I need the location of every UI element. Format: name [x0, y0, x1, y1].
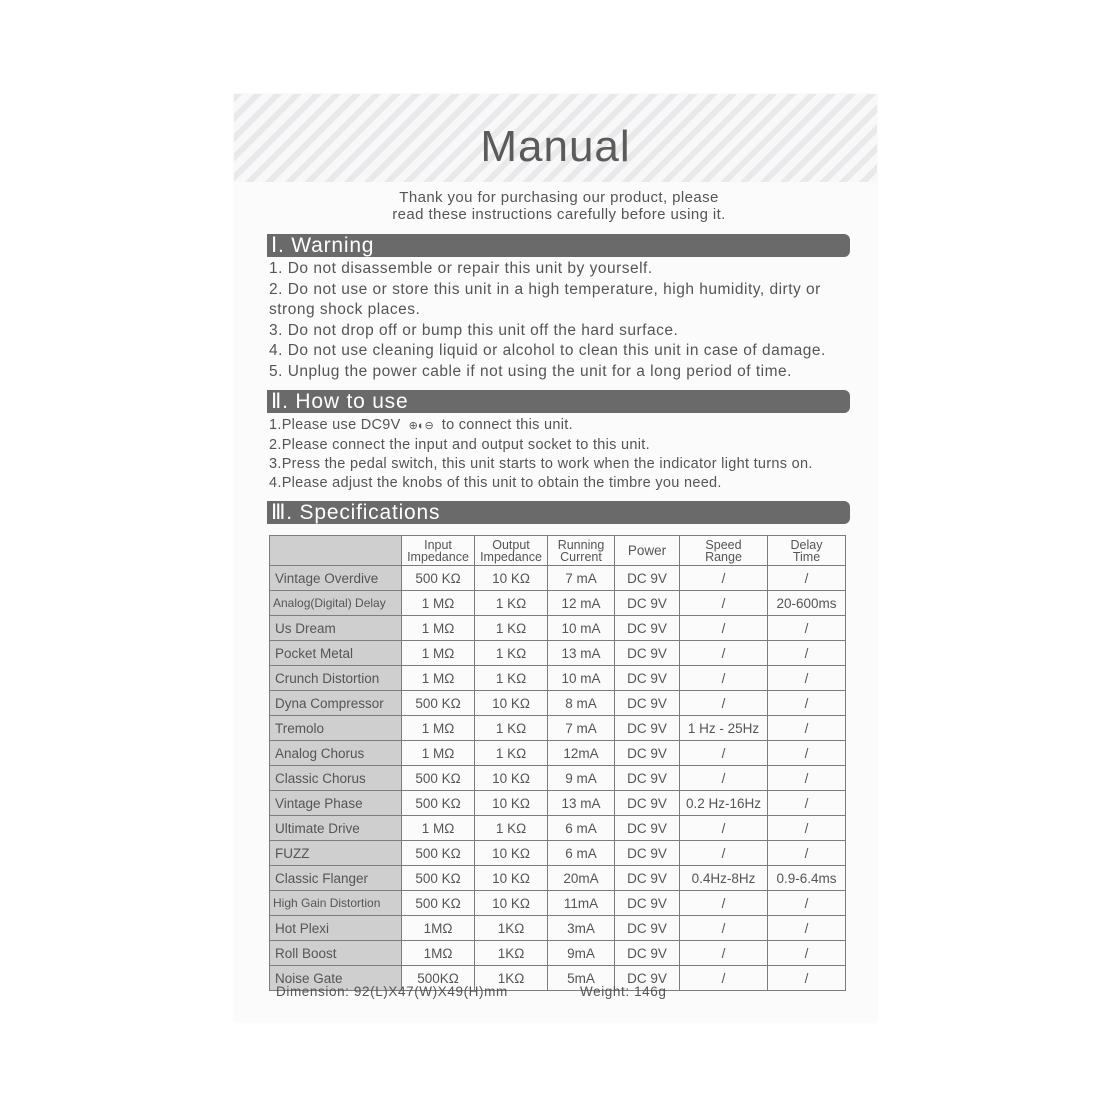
input-cell: 500 KΩ — [402, 891, 475, 916]
table-row — [270, 616, 846, 641]
pedal-name-cell: Roll Boost — [270, 941, 402, 966]
output-cell: 1 KΩ — [475, 741, 548, 766]
current-cell: 12 mA — [548, 591, 615, 616]
pedal-name-cell: Vintage Phase — [270, 791, 402, 816]
warning-item: 5. Unplug the power cable if not using the unit for a long period of time. — [269, 362, 792, 380]
output-cell: 1 KΩ — [475, 641, 548, 666]
current-cell: 13 mA — [548, 641, 615, 666]
pedal-name-cell: High Gain Distortion — [270, 891, 402, 916]
input-cell: 500KΩ — [402, 966, 475, 991]
power-cell: DC 9V — [615, 641, 680, 666]
input-cell: 1 MΩ — [402, 616, 475, 641]
power-cell: DC 9V — [615, 791, 680, 816]
speed-cell: / — [680, 641, 768, 666]
current-cell: 7 mA — [548, 566, 615, 591]
input-cell: 500 KΩ — [402, 766, 475, 791]
power-cell: DC 9V — [615, 916, 680, 941]
table-row — [270, 666, 846, 691]
warning-list — [269, 259, 826, 383]
output-cell: 10 KΩ — [475, 566, 548, 591]
power-cell: DC 9V — [615, 966, 680, 991]
pedal-name-cell: Dyna Compressor — [270, 691, 402, 716]
delay-cell: / — [768, 941, 846, 966]
dimension-text: Dimension: 92(L)X47(W)X49(H)mm — [276, 984, 508, 999]
howto-item: 3.Press the pedal switch, this unit starts to work when the indicator light turns on. — [269, 456, 813, 472]
current-cell: 6 mA — [548, 841, 615, 866]
warning-heading: Ⅰ. Warning — [267, 234, 850, 257]
manual-sheet — [234, 94, 877, 1022]
output-cell: 1KΩ — [475, 941, 548, 966]
specifications-table — [269, 535, 846, 991]
table-row — [270, 841, 846, 866]
current-cell: 10 mA — [548, 616, 615, 641]
current-cell: 3mA — [548, 916, 615, 941]
input-cell: 1 MΩ — [402, 741, 475, 766]
pedal-name-cell: Classic Flanger — [270, 866, 402, 891]
current-cell: 10 mA — [548, 666, 615, 691]
output-cell: 1KΩ — [475, 966, 548, 991]
pedal-name-cell: Tremolo — [270, 716, 402, 741]
input-cell: 500 KΩ — [402, 791, 475, 816]
header-input-impedance: Input Impedance — [402, 536, 475, 566]
current-cell: 9 mA — [548, 766, 615, 791]
input-cell: 1MΩ — [402, 941, 475, 966]
current-cell: 8 mA — [548, 691, 615, 716]
header-speed-range: Speed Range — [680, 536, 768, 566]
header-running-current: Running Current — [548, 536, 615, 566]
howto-item-1-prefix: 1.Please use DC9V — [269, 417, 401, 433]
speed-cell: / — [680, 941, 768, 966]
table-row — [270, 691, 846, 716]
howto-item — [269, 416, 813, 436]
delay-cell: / — [768, 791, 846, 816]
table-row — [270, 641, 846, 666]
weight-text: Weight: 146g — [580, 984, 667, 999]
howto-item: 4.Please adjust the knobs of this unit to obtain the timbre you need. — [269, 475, 722, 491]
table-row — [270, 766, 846, 791]
output-cell: 1 KΩ — [475, 816, 548, 841]
pedal-name-cell: Noise Gate — [270, 966, 402, 991]
input-cell: 500 KΩ — [402, 691, 475, 716]
current-cell: 12mA — [548, 741, 615, 766]
input-cell: 500 KΩ — [402, 841, 475, 866]
delay-cell: / — [768, 566, 846, 591]
table-row — [270, 791, 846, 816]
speed-cell: 1 Hz - 25Hz — [680, 716, 768, 741]
power-cell: DC 9V — [615, 666, 680, 691]
power-cell: DC 9V — [615, 941, 680, 966]
output-cell: 10 KΩ — [475, 891, 548, 916]
speed-cell: / — [680, 891, 768, 916]
pedal-name-cell: Vintage Overdive — [270, 566, 402, 591]
power-cell: DC 9V — [615, 566, 680, 591]
delay-cell: 0.9-6.4ms — [768, 866, 846, 891]
power-cell: DC 9V — [615, 691, 680, 716]
howto-item-1-suffix: to connect this unit. — [441, 417, 573, 433]
speed-cell: / — [680, 666, 768, 691]
warning-item: 4. Do not use cleaning liquid or alcohol to clean this unit in case of damage. — [269, 342, 826, 360]
delay-cell: / — [768, 616, 846, 641]
howto-list — [269, 416, 813, 493]
delay-cell: / — [768, 741, 846, 766]
delay-cell: / — [768, 916, 846, 941]
table-row — [270, 891, 846, 916]
page-title: Manual — [480, 122, 631, 171]
output-cell: 10 KΩ — [475, 766, 548, 791]
table-row — [270, 566, 846, 591]
pedal-name-cell: Pocket Metal — [270, 641, 402, 666]
power-cell: DC 9V — [615, 891, 680, 916]
current-cell: 6 mA — [548, 816, 615, 841]
speed-cell: / — [680, 966, 768, 991]
pedal-name-cell: Ultimate Drive — [270, 816, 402, 841]
input-cell: 1 MΩ — [402, 816, 475, 841]
power-cell: DC 9V — [615, 716, 680, 741]
pedal-name-cell: Analog Chorus — [270, 741, 402, 766]
speed-cell: / — [680, 566, 768, 591]
power-cell: DC 9V — [615, 866, 680, 891]
warning-item: 1. Do not disassemble or repair this unit by yourself. — [269, 260, 653, 277]
howto-heading: Ⅱ. How to use — [267, 390, 850, 413]
warning-item: strong shock places. — [269, 301, 421, 319]
delay-cell: 20-600ms — [768, 591, 846, 616]
howto-item: 2.Please connect the input and output socket to this unit. — [269, 437, 650, 453]
current-cell: 20mA — [548, 866, 615, 891]
pedal-name-cell: Analog(Digital) Delay — [270, 591, 402, 616]
table-header-row — [270, 536, 846, 566]
table-row — [270, 816, 846, 841]
power-cell: DC 9V — [615, 841, 680, 866]
pedal-name-cell: Hot Plexi — [270, 916, 402, 941]
output-cell: 1KΩ — [475, 916, 548, 941]
power-cell: DC 9V — [615, 766, 680, 791]
output-cell: 10 KΩ — [475, 866, 548, 891]
delay-cell: / — [768, 966, 846, 991]
speed-cell: / — [680, 741, 768, 766]
table-row — [270, 741, 846, 766]
input-cell: 1 MΩ — [402, 591, 475, 616]
intro-line-2: read these instructions carefully before using it. — [392, 206, 726, 223]
header-power: Power — [615, 536, 680, 566]
pedal-name-cell: Classic Chorus — [270, 766, 402, 791]
speed-cell: 0.2 Hz-16Hz — [680, 791, 768, 816]
speed-cell: / — [680, 616, 768, 641]
warning-item: 3. Do not drop off or bump this unit off the hard surface. — [269, 321, 679, 339]
pedal-name-cell: FUZZ — [270, 841, 402, 866]
delay-cell: / — [768, 641, 846, 666]
output-cell: 1 KΩ — [475, 591, 548, 616]
input-cell: 1MΩ — [402, 916, 475, 941]
output-cell: 10 KΩ — [475, 691, 548, 716]
current-cell: 7 mA — [548, 716, 615, 741]
speed-cell: / — [680, 591, 768, 616]
speed-cell: / — [680, 916, 768, 941]
output-cell: 1 KΩ — [475, 716, 548, 741]
power-cell: DC 9V — [615, 816, 680, 841]
speed-cell: / — [680, 816, 768, 841]
input-cell: 1 MΩ — [402, 716, 475, 741]
delay-cell: / — [768, 816, 846, 841]
delay-cell: / — [768, 766, 846, 791]
delay-cell: / — [768, 691, 846, 716]
current-cell: 9mA — [548, 941, 615, 966]
current-cell: 5mA — [548, 966, 615, 991]
current-cell: 11mA — [548, 891, 615, 916]
input-cell: 1 MΩ — [402, 666, 475, 691]
output-cell: 1 KΩ — [475, 616, 548, 641]
speed-cell: / — [680, 766, 768, 791]
specs-heading: Ⅲ. Specifications — [267, 501, 850, 524]
header-output-impedance: Output Impedance — [475, 536, 548, 566]
delay-cell: / — [768, 716, 846, 741]
table-row — [270, 941, 846, 966]
table-row — [270, 716, 846, 741]
output-cell: 10 KΩ — [475, 791, 548, 816]
delay-cell: / — [768, 841, 846, 866]
warning-item: 2. Do not use or store this unit in a high temperature, high humidity, dirty or — [269, 280, 821, 298]
intro-line-1: Thank you for purchasing our product, please — [399, 189, 719, 206]
input-cell: 500 KΩ — [402, 566, 475, 591]
power-cell: DC 9V — [615, 616, 680, 641]
header-delay-time: Delay Time — [768, 536, 846, 566]
pedal-name-cell: Us Dream — [270, 616, 402, 641]
current-cell: 13 mA — [548, 791, 615, 816]
power-cell: DC 9V — [615, 741, 680, 766]
table-row — [270, 591, 846, 616]
input-cell: 1 MΩ — [402, 641, 475, 666]
power-cell: DC 9V — [615, 591, 680, 616]
table-row — [270, 866, 846, 891]
delay-cell: / — [768, 891, 846, 916]
table-row — [270, 916, 846, 941]
speed-cell: / — [680, 691, 768, 716]
dc-polarity-icon: ⊕◐⊖ — [408, 420, 434, 432]
speed-cell: 0.4Hz-8Hz — [680, 866, 768, 891]
pedal-name-cell: Crunch Distortion — [270, 666, 402, 691]
table-body — [270, 566, 846, 991]
delay-cell: / — [768, 666, 846, 691]
speed-cell: / — [680, 841, 768, 866]
intro-text — [234, 189, 884, 223]
output-cell: 1 KΩ — [475, 666, 548, 691]
output-cell: 10 KΩ — [475, 841, 548, 866]
header-corner — [270, 536, 402, 566]
input-cell: 500 KΩ — [402, 866, 475, 891]
